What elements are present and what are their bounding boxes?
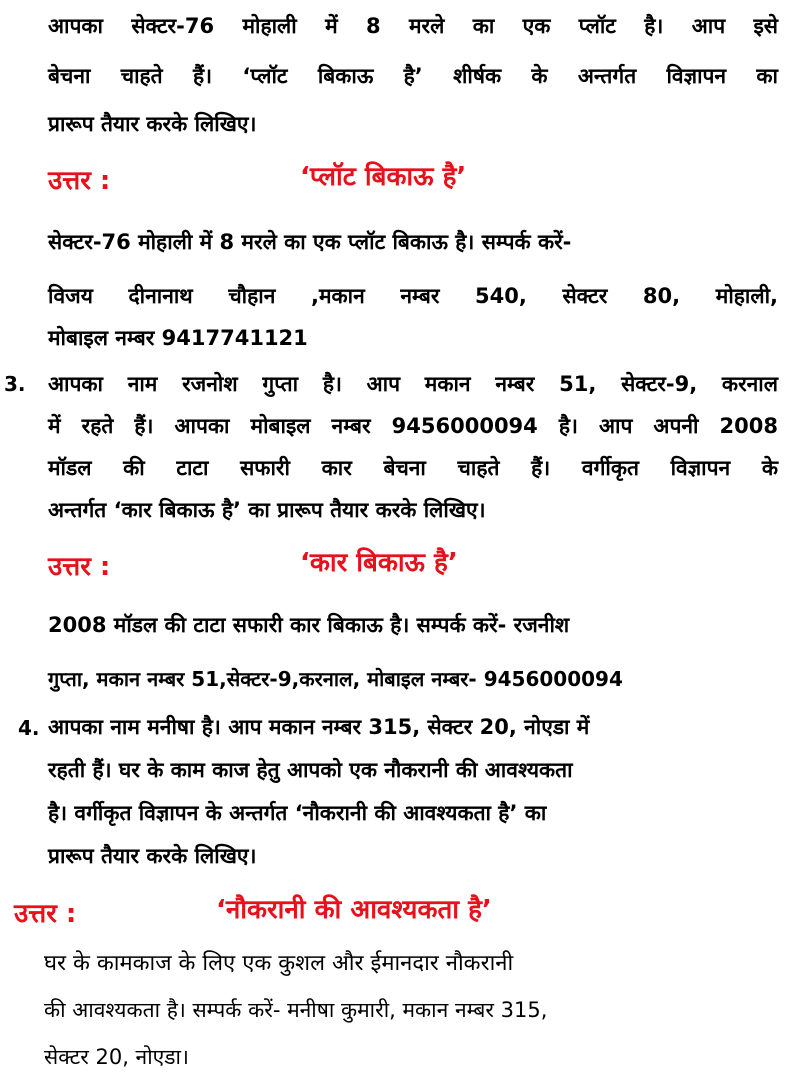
a4-line-2: की आवश्यकता है। सम्पर्क करें- मनीषा कुमारी, मकान नम्बर 315, bbox=[44, 998, 548, 1022]
a4-line-1: घर के कामकाज के लिए एक कुशल और ईमानदार नौकरानी bbox=[44, 951, 514, 976]
q3-line-2: में रहते हैं। आपका मोबाइल नम्बर 9456000094 है। आप अपनी 2008 bbox=[48, 414, 778, 438]
a2-line-2: विजय दीनानाथ चौहान ,मकान नम्बर 540, सेक्टर 80, मोहाली, bbox=[48, 284, 778, 308]
question-number-3: 3. bbox=[4, 372, 26, 396]
q4-line-4: प्रारूप तैयार करके लिखिए। bbox=[48, 844, 257, 868]
a4-line-3: सेक्टर 20, नोएडा। bbox=[44, 1045, 189, 1069]
q4-line-3: है। वर्गीकृत विज्ञापन के अन्तर्गत ‘नौकरानी की आवश्यकता है’ का bbox=[48, 801, 547, 825]
answer-heading-3: ‘कार बिकाऊ है’ bbox=[300, 548, 458, 578]
answer-label-4: उत्तर : bbox=[14, 899, 77, 929]
q2-line-1: आपका सेक्टर-76 मोहाली में 8 मरले का एक प्लॉट है। आप इसे bbox=[48, 14, 778, 38]
q4-line-2: रहती हैं। घर के काम काज हेतु आपको एक नौकरानी की आवश्यकता bbox=[48, 758, 573, 782]
q2-line-2: बेचना चाहते हैं। ‘प्लॉट बिकाऊ है’ शीर्षक के अन्तर्गत विज्ञापन का bbox=[48, 64, 778, 88]
a2-line-1: सेक्टर-76 मोहाली में 8 मरले का एक प्लॉट बिकाऊ है। सम्पर्क करें- bbox=[48, 230, 572, 254]
answer-heading-4: ‘नौकरानी की आवश्यकता है’ bbox=[216, 895, 492, 925]
answer-label-2: उत्तर : bbox=[48, 166, 111, 196]
q4-line-1: आपका नाम मनीषा है। आप मकान नम्बर 315, सेक्टर 20, नोएडा में bbox=[48, 715, 590, 739]
a3-line-1: 2008 मॉडल की टाटा सफारी कार बिकाऊ है। सम्पर्क करें- रजनीश bbox=[48, 613, 570, 637]
q3-line-4: अन्तर्गत ‘कार बिकाऊ है’ का प्रारूप तैयार करके लिखिए। bbox=[48, 498, 486, 522]
a2-line-3: मोबाइल नम्बर 9417741121 bbox=[48, 326, 308, 350]
a3-line-2: गुप्ता, मकान नम्बर 51,सेक्टर-9,करनाल, मोबाइल नम्बर- 9456000094 bbox=[48, 667, 623, 691]
question-number-4: 4. bbox=[18, 716, 40, 740]
q3-line-3: मॉडल की टाटा सफारी कार बेचना चाहते हैं। वर्गीकृत विज्ञापन के bbox=[48, 456, 778, 480]
answer-heading-2: ‘प्लॉट बिकाऊ है’ bbox=[300, 162, 467, 192]
q3-line-1: आपका नाम रजनोश गुप्ता है। आप मकान नम्बर 51, सेक्टर-9, करनाल bbox=[48, 372, 778, 396]
q2-line-3: प्रारूप तैयार करके लिखिए। bbox=[48, 112, 257, 136]
answer-label-3: उत्तर : bbox=[48, 552, 111, 582]
